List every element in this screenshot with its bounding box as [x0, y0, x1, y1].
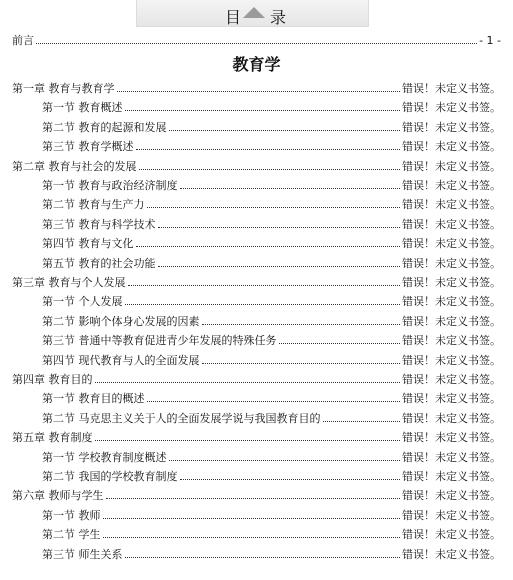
toc-entry-page: 错误！未定义书签。	[402, 82, 501, 95]
toc-entry-section[interactable]	[42, 251, 501, 270]
toc-leader-dots	[147, 206, 401, 208]
toc-heading-bar	[136, 0, 369, 27]
toc-entry-label: 第二节 教育的起源和发展	[42, 120, 167, 134]
toc-entry-chapter[interactable]	[12, 154, 501, 173]
toc-entry-page: 错误！未定义书签。	[402, 392, 501, 406]
toc-entry-label: 第一节 学校教育制度概述	[42, 450, 167, 464]
toc-leader-dots	[95, 439, 401, 441]
toc-leader-dots	[136, 245, 401, 247]
toc-leader-dots	[125, 303, 401, 305]
toc-entry-label: 第一章 教育与教育学	[12, 82, 115, 95]
toc-leader-dots	[103, 536, 401, 538]
toc-entry-page: - 1 -	[479, 34, 501, 47]
toc-entry-label: 第五节 教育的社会功能	[42, 256, 156, 270]
toc-leader-dots	[158, 265, 401, 267]
toc-entry-chapter[interactable]	[12, 367, 501, 386]
toc-entry-section[interactable]	[42, 328, 501, 347]
toc-leader-dots	[128, 284, 401, 286]
toc-entry-page: 错误！未定义书签。	[402, 353, 501, 367]
toc-entry-section[interactable]	[42, 95, 501, 114]
toc-leader-dots	[103, 517, 401, 519]
toc-entry-page: 错误！未定义书签。	[402, 547, 501, 561]
toc-entry-page: 错误！未定义书签。	[402, 120, 501, 134]
toc-entry-section[interactable]	[42, 134, 501, 153]
toc-leader-dots	[180, 187, 401, 189]
toc-entry-section[interactable]	[42, 464, 501, 483]
toc-entry-page: 错误！未定义书签。	[402, 314, 501, 328]
toc-entry-label: 第二节 影响个体身心发展的因素	[42, 314, 200, 328]
toc-entry-section[interactable]	[42, 289, 501, 308]
toc-entry-chapter[interactable]	[12, 425, 501, 444]
toc-entry-page: 错误！未定义书签。	[402, 198, 501, 212]
toc-leader-dots	[139, 168, 401, 170]
toc-entry-section[interactable]	[42, 406, 501, 425]
toc-entry-label: 第二节 学生	[42, 528, 101, 542]
toc-entry-label: 第二节 我国的学校教育制度	[42, 470, 178, 483]
toc-entry-preface[interactable]	[12, 28, 501, 47]
toc-entry-section[interactable]	[42, 445, 501, 464]
toc-entry-label: 第三节 教育学概述	[42, 140, 134, 154]
toc-leader-dots	[117, 90, 401, 92]
toc-leader-dots	[169, 129, 401, 131]
toc-entry-label: 第二节 马克思主义关于人的全面发展学说与我国教育目的	[42, 411, 321, 425]
toc-leader-dots	[202, 362, 401, 364]
toc-entry-label: 第三节 普通中等教育促进青少年发展的特殊任务	[42, 334, 277, 348]
toc-entry-page: 错误！未定义书签。	[402, 528, 501, 542]
toc-leader-dots	[202, 323, 401, 325]
toc-entry-label: 第三章 教育与个人发展	[12, 276, 126, 289]
toc-entry-section[interactable]	[42, 503, 501, 522]
toc-entry-page: 错误！未定义书签。	[402, 508, 501, 522]
toc-entry-page: 错误！未定义书签。	[402, 431, 501, 445]
toc-entry-section[interactable]	[42, 115, 501, 134]
toc-leader-dots	[147, 400, 401, 402]
toc-entry-page: 错误！未定义书签。	[402, 217, 501, 231]
toc-entry-page: 错误！未定义书签。	[402, 450, 501, 464]
toc-entry-page: 错误！未定义书签。	[402, 237, 501, 251]
toc-leader-dots	[323, 420, 401, 422]
toc-entry-label: 第六章 教师与学生	[12, 489, 104, 503]
toc-entry-section[interactable]	[42, 348, 501, 367]
heading-right-char: 录	[270, 8, 287, 27]
toc-entry-label: 前言	[12, 34, 34, 47]
toc-entry-label: 第二节 教育与生产力	[42, 198, 145, 212]
toc-leader-dots	[36, 42, 477, 44]
toc-entry-section[interactable]	[42, 212, 501, 231]
toc-entry-page: 错误！未定义书签。	[402, 256, 501, 270]
toc-entry-page: 错误！未定义书签。	[402, 295, 501, 309]
toc-leader-dots	[95, 381, 401, 383]
toc-entry-section[interactable]	[42, 522, 501, 541]
toc-entry-label: 第五章 教育制度	[12, 431, 93, 445]
toc-entry-page: 错误！未定义书签。	[402, 179, 501, 192]
toc-entry-label: 第一节 个人发展	[42, 295, 123, 309]
collapse-triangle-icon[interactable]	[243, 7, 265, 18]
toc-leader-dots	[158, 226, 401, 228]
toc-leader-dots	[106, 497, 401, 499]
toc-entry-page: 错误！未定义书签。	[402, 276, 501, 289]
toc-entry-label: 第四节 现代教育与人的全面发展	[42, 353, 200, 367]
toc-entry-label: 第三节 师生关系	[42, 547, 123, 561]
toc-entry-label: 第四章 教育目的	[12, 373, 93, 386]
toc-leader-dots	[125, 556, 401, 558]
toc-entry-page: 错误！未定义书签。	[402, 489, 501, 503]
toc-entry-page: 错误！未定义书签。	[402, 334, 501, 348]
book-title: 教育学	[232, 55, 281, 74]
toc-entry-page: 错误！未定义书签。	[402, 411, 501, 425]
toc-entry-chapter[interactable]	[12, 76, 501, 95]
toc-leader-dots	[169, 459, 401, 461]
toc-entry-label: 第一节 教育概述	[42, 101, 123, 115]
toc-entry-section[interactable]	[42, 309, 501, 328]
toc-entry-label: 第二章 教育与社会的发展	[12, 159, 137, 173]
toc-entry-label: 第一节 教育目的概述	[42, 392, 145, 406]
toc-entry-section[interactable]	[42, 173, 501, 192]
toc-entry-label: 第三节 教育与科学技术	[42, 217, 156, 231]
toc-leader-dots	[125, 109, 401, 111]
toc-entry-page: 错误！未定义书签。	[402, 470, 501, 483]
toc-entry-label: 第一节 教师	[42, 508, 101, 522]
toc-entry-page: 错误！未定义书签。	[402, 159, 501, 173]
toc-entry-label: 第四节 教育与文化	[42, 237, 134, 251]
toc-entry-page: 错误！未定义书签。	[402, 101, 501, 115]
toc-entry-page: 错误！未定义书签。	[402, 140, 501, 154]
toc-entry-label: 第一节 教育与政治经济制度	[42, 179, 178, 192]
toc-entry-section[interactable]	[42, 542, 501, 561]
toc-leader-dots	[136, 148, 401, 150]
toc-leader-dots	[180, 478, 401, 480]
toc-entry-section[interactable]	[42, 231, 501, 250]
toc-entry-section[interactable]	[42, 386, 501, 405]
toc-entry-chapter[interactable]	[12, 483, 501, 502]
heading-left-char: 目	[225, 8, 242, 27]
toc-leader-dots	[279, 342, 401, 344]
toc-entry-section[interactable]	[42, 192, 501, 211]
toc-entry-page: 错误！未定义书签。	[402, 373, 501, 386]
toc-entry-chapter[interactable]	[12, 270, 501, 289]
